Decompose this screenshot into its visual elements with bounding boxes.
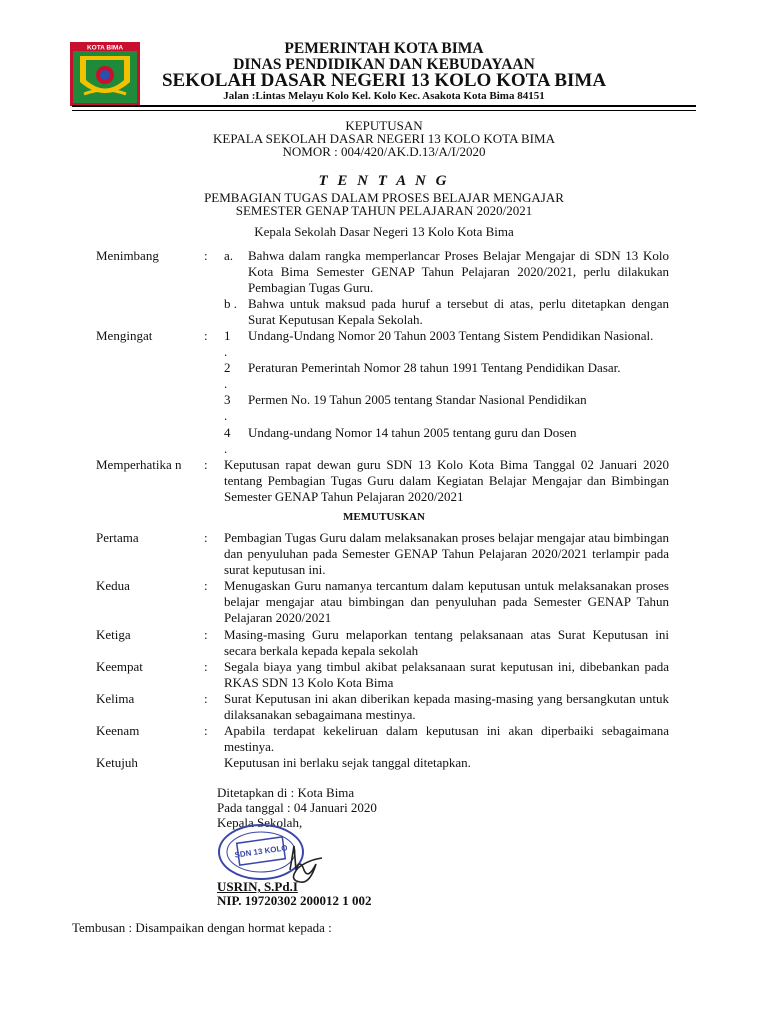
item-marker: 3 . xyxy=(224,392,231,423)
decision-text-ketiga: Masing-masing Guru melaporkan tentang pelaksanaan atas Surat Keputusan ini secara berkala kepada kepala sekolah xyxy=(224,627,669,658)
menimbang-item-b: Bahwa untuk maksud pada huruf a tersebut di atas, perlu ditetapkan dengan Surat Keputusan Kepala Sekolah. xyxy=(248,296,669,327)
item-marker: 2 . xyxy=(224,360,231,391)
document-number: NOMOR : 004/420/AK.D.13/A/I/2020 xyxy=(282,144,486,159)
memperhatikan-text: Keputusan rapat dewan guru SDN 13 Kolo Kota Bima Tanggal 02 Januari 2020 tentang Pembagian Tugas Guru dalam Kegiatan Belajar Mengajar dan Bimbingan Semester GENAP Tahun Pelajaran 2020/2021 xyxy=(224,457,669,504)
memperhatikan-label: Memperhatika n xyxy=(96,457,182,472)
decision-label-kelima: Kelima xyxy=(96,691,135,706)
decision-text-kedua: Menugaskan Guru namanya tercantum dalam keputusan untuk melaksanakan proses belajar mengajar atau bimbingan dan penyuluhan pada Semester GENAP Tahun Pelajaran 2020/2021 xyxy=(224,578,669,625)
signer-position: Kepala Sekolah, xyxy=(217,815,303,830)
decision-label-pertama: Pertama xyxy=(96,530,139,545)
colon: : xyxy=(204,723,208,738)
decision-text-keenam: Apabila terdapat kekeliruan dalam keputusan ini akan diperbaiki sebagaimana mestinya. xyxy=(224,723,669,754)
tembusan-line: Tembusan : Disampaikan dengan hormat kepada : xyxy=(72,920,332,935)
decision-text-kelima: Surat Keputusan ini akan diberikan kepada masing-masing yang bersangkutan untuk dilaksanakan sebagaimana mestinya. xyxy=(224,691,669,722)
letterhead-rule-thin xyxy=(72,110,696,111)
decision-label-ketiga: Ketiga xyxy=(96,627,131,642)
colon: : xyxy=(204,457,208,472)
decision-label-kedua: Kedua xyxy=(96,578,130,593)
pada-tanggal: Pada tanggal : 04 Januari 2020 xyxy=(217,800,377,815)
decision-text-pertama: Pembagian Tugas Guru dalam melaksanakan proses belajar mengajar atau bimbingan dan penyuluhan pada Semester GENAP Tahun Pelajaran 2020/2021 terlampir pada surat keputusan ini. xyxy=(224,530,669,577)
colon: : xyxy=(204,578,208,593)
mengingat-item-1: Undang-Undang Nomor 20 Tahun 2003 Tentang Sistem Pendidikan Nasional. xyxy=(248,328,654,343)
colon: : xyxy=(204,530,208,545)
decision-label-keempat: Keempat xyxy=(96,659,143,674)
colon: : xyxy=(204,328,208,343)
stamp-text: SDN 13 KOLO xyxy=(234,843,289,860)
decision-text-ketujuh: Keputusan ini berlaku sejak tanggal ditetapkan. xyxy=(224,755,471,770)
ditetapkan-di: Ditetapkan di : Kota Bima xyxy=(217,785,355,800)
mengingat-label: Mengingat xyxy=(96,328,153,343)
signer-name: USRIN, S.Pd.I xyxy=(217,879,298,894)
school-address: Jalan :Lintas Melayu Kolo Kel. Kolo Kec. Asakota Kota Bima 84151 xyxy=(223,90,545,102)
logo-text: KOTA BIMA xyxy=(86,44,124,52)
tentang-heading: T E N T A N G xyxy=(318,173,450,189)
document-issuer: KEPALA SEKOLAH DASAR NEGERI 13 KOLO KOTA BIMA xyxy=(213,131,555,146)
decision-text-keempat: Segala biaya yang timbul akibat pelaksanaan surat keputusan ini, dibebankan pada RKAS SDN 13 Kolo Kota Bima xyxy=(224,659,669,690)
mengingat-item-3: Permen No. 19 Tahun 2005 tentang Standar Nasional Pendidikan xyxy=(248,392,587,407)
item-marker: b . xyxy=(224,296,237,311)
item-marker: a. xyxy=(224,248,234,263)
decision-label-ketujuh: Ketujuh xyxy=(96,755,138,770)
subject-line-1: PEMBAGIAN TUGAS DALAM PROSES BELAJAR MENGAJAR xyxy=(204,190,564,205)
government-name: PEMERINTAH KOTA BIMA xyxy=(284,40,484,57)
subject-line-2: SEMESTER GENAP TAHUN PELAJARAN 2020/2021 xyxy=(235,203,533,218)
colon: : xyxy=(204,627,208,642)
letterhead-rule-thick xyxy=(72,105,696,107)
colon: : xyxy=(204,659,208,674)
menimbang-item-a: Bahwa dalam rangka memperlancar Proses Belajar Mengajar di SDN 13 Kolo Kota Bima Semester GENAP Tahun Pelajaran 2020/2021, perlu dilakukan Pembagian Tugas Guru. xyxy=(248,248,669,295)
item-marker: 4 . xyxy=(224,425,231,456)
memutuskan-heading: MEMUTUSKAN xyxy=(343,511,425,523)
school-name: SEKOLAH DASAR NEGERI 13 KOLO KOTA BIMA xyxy=(161,70,607,91)
colon: : xyxy=(204,248,208,263)
mengingat-item-2: Peraturan Pemerintah Nomor 28 tahun 1991 Tentang Pendidikan Dasar. xyxy=(248,360,621,375)
department-name: DINAS PENDIDIKAN DAN KEBUDAYAAN xyxy=(233,56,535,73)
signer-nip: NIP. 19720302 200012 1 002 xyxy=(217,893,372,908)
colon: : xyxy=(204,691,208,706)
menimbang-label: Menimbang xyxy=(96,248,159,263)
document-type: KEPUTUSAN xyxy=(345,118,423,133)
mengingat-item-4: Undang-undang Nomor 14 tahun 2005 tentang guru dan Dosen xyxy=(248,425,577,440)
item-marker: 1 . xyxy=(224,328,231,359)
decision-label-keenam: Keenam xyxy=(96,723,140,738)
issuer-statement: Kepala Sekolah Dasar Negeri 13 Kolo Kota Bima xyxy=(254,224,514,239)
